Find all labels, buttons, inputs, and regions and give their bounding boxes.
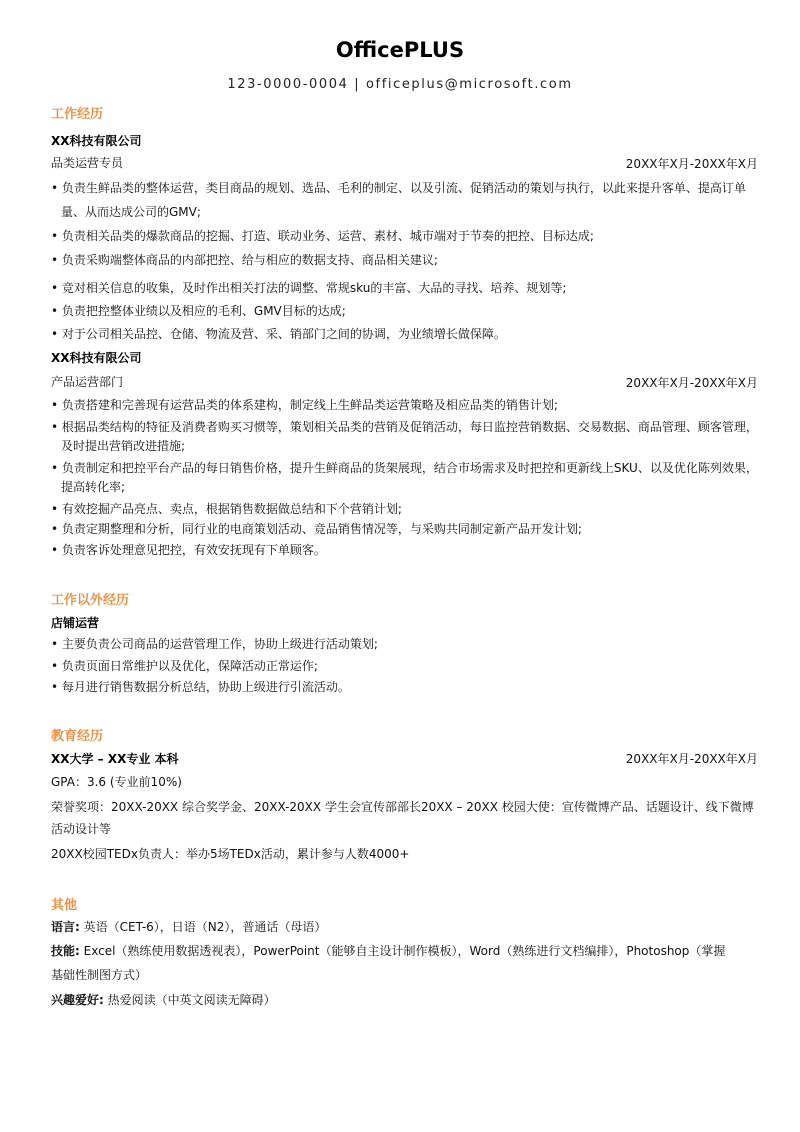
bullet-line: • 有效挖掘产品亮点、卖点，根据销售数据做总结和下个营销计划;	[51, 502, 402, 516]
job-date: 20XX年X月-20XX年X月	[625, 157, 758, 171]
honors-cont: 活动设计等	[51, 822, 112, 836]
bullet-line: • 负责客诉处理意见把控，有效安抚现有下单顾客。	[51, 543, 326, 557]
bullet-line: • 根据品类结构的特征及消费者购买习惯等，策划相关品类的营销及促销活动，每日监控营销数据、交易数据、商品管理、顾客管理，	[51, 420, 758, 434]
tedx-lead: 20XX校园TEDx负责人：举办5场TEDx活动，累计参与人数4000+	[51, 847, 410, 861]
other-experience-subtitle: 店铺运营	[51, 616, 100, 630]
language-value: 英语（CET-6），日语（N2），普通话（母语）	[79, 920, 327, 934]
bullet-line: • 负责制定和把控平台产品的每日销售价格，提升生鲜商品的货架展现，结合市场需求及时把控和更新线上SKU、以及优化陈列效果，	[51, 461, 758, 475]
bullet-line: 量、从而达成公司的GMV;	[61, 205, 201, 219]
hobby-value: 热爱阅读（中英文阅读无障碍）	[103, 993, 276, 1007]
skills-value: Excel（熟练使用数据透视表），PowerPoint（能够自主设计制作模板），Word（熟练进行文档编排），Photoshop（掌握	[79, 944, 726, 958]
section-title-other-experience: 工作以外经历	[51, 593, 130, 608]
honors: 荣誉奖项：20XX-20XX 综合奖学金、20XX-20XX 学生会宣传部部长20XX – 20XX 校园大使：宣传微博产品、话题设计、线下微博	[51, 800, 754, 814]
section-title-work: 工作经历	[51, 107, 104, 122]
section-title-misc: 其他	[51, 898, 78, 913]
bullet-line: • 竞对相关信息的收集，及时作出相关打法的调整、常规sku的丰富、大品的寻找、培养、规划等;	[51, 281, 567, 295]
bullet-line: • 负责生鲜品类的整体运营，类目商品的规划、选品、毛利的制定、以及引流、促销活动的策划与执行，以此来提升客单、提高订单	[51, 181, 746, 195]
language-label: 语言:	[51, 920, 80, 934]
resume-name: OfficePLUS	[335, 38, 465, 62]
school-major: XX大学 – XX专业 本科	[51, 752, 179, 766]
bullet-line: • 负责把控整体业绩以及相应的毛利、GMV目标的达成;	[51, 304, 346, 318]
bullet-line: • 主要负责公司商品的运营管理工作，协助上级进行活动策划;	[51, 637, 378, 651]
gpa: GPA：3.6 (专业前10%)	[51, 775, 182, 789]
bullet-line: • 负责相关品类的爆款商品的挖掘、打造、联动业务、运营、素材、城市端对于节奏的把控、目标达成;	[51, 229, 594, 243]
hobby-label: 兴趣爱好:	[51, 993, 104, 1007]
bullet-line: • 每月进行销售数据分析总结，协助上级进行引流活动。	[51, 680, 350, 694]
skills-row	[51, 943, 725, 959]
bullet-line: 及时提出营销改进措施;	[61, 439, 186, 453]
contact-info: 123-0000-0004 | officeplus@microsoft.com	[227, 77, 573, 92]
section-title-education: 教育经历	[51, 729, 104, 744]
job-role: 产品运营部门	[51, 375, 124, 389]
bullet-line: • 对于公司相关品控、仓储、物流及营、采、销部门之间的协调，为业绩增长做保障。	[51, 327, 506, 341]
language-row	[51, 919, 326, 935]
job-date: 20XX年X月-20XX年X月	[625, 376, 758, 390]
bullet-line: • 负责页面日常维护以及优化，保障活动正常运作;	[51, 659, 318, 673]
company-name: XX科技有限公司	[51, 351, 142, 365]
skills-row-cont: 基础性制图方式）	[51, 968, 148, 982]
bullet-line: 提高转化率;	[61, 480, 126, 494]
job-role: 品类运营专员	[51, 156, 124, 170]
skills-label: 技能:	[51, 944, 80, 958]
bullet-line: • 负责定期整理和分析，同行业的电商策划活动、竞品销售情况等，与采购共同制定新产品开发计划;	[51, 522, 582, 536]
bullet-line: • 负责采购端整体商品的内部把控、给与相应的数据支持、商品相关建议;	[51, 253, 438, 267]
hobby-row	[51, 992, 276, 1008]
company-name: XX科技有限公司	[51, 134, 142, 148]
education-date: 20XX年X月-20XX年X月	[625, 752, 758, 766]
bullet-line: • 负责搭建和完善现有运营品类的体系建构，制定线上生鲜品类运营策略及相应品类的销售计划;	[51, 398, 558, 412]
